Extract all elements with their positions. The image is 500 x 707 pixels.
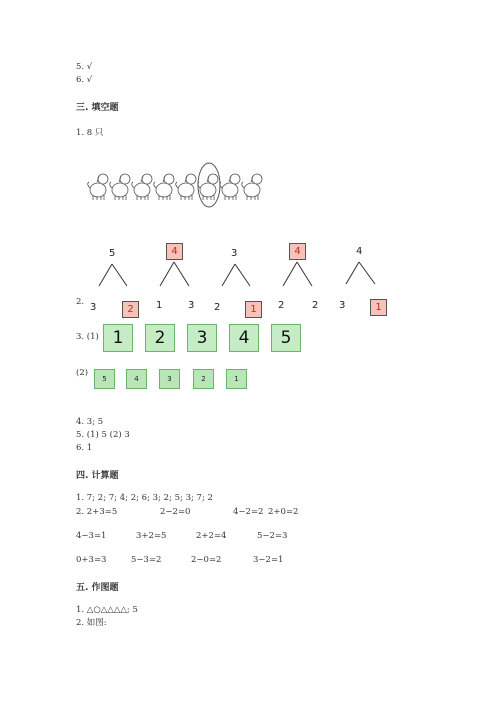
calc-cell: 3−2=1 [253, 555, 284, 565]
fill-q6: 6. 1 [76, 443, 93, 453]
section-4-heading: 四. 计算题 [76, 471, 119, 481]
fill-q5: 5. (1) 5 (2) 3 [76, 430, 130, 440]
calc-cell: 5−2=3 [257, 531, 288, 541]
fill-q3-label: 3. (1) [76, 332, 99, 342]
number-card: 2 [145, 324, 175, 352]
section-5-heading: 五. 作图题 [76, 583, 119, 593]
number-card-small: 2 [193, 369, 214, 389]
calc-cell: 2−2=0 [160, 507, 191, 517]
calc-cell: 0+3=3 [76, 555, 107, 565]
fill-q2-label: 2. [76, 297, 85, 307]
number-card-small: 4 [126, 369, 147, 389]
tree-1-right-box: 2 [122, 301, 139, 318]
tree-3-top: 3 [231, 248, 238, 259]
number-card-small: 1 [226, 369, 247, 389]
draw-q1: 1. △○△△△△; 5 [76, 605, 138, 615]
tree-5-top: 4 [356, 246, 363, 257]
tree-2-right: 3 [188, 300, 195, 311]
tree-3-right-box: 1 [245, 301, 262, 318]
calc-cell: 5−3=2 [131, 555, 162, 565]
tree-3-left: 2 [214, 302, 221, 313]
tree-4-right: 2 [312, 300, 319, 311]
calc-cell: 4−3=1 [76, 531, 107, 541]
calc-cell: 2+0=2 [268, 507, 299, 517]
number-card: 1 [103, 324, 133, 352]
tree-2-left: 1 [156, 300, 163, 311]
fill-q4: 4. 3; 5 [76, 417, 104, 427]
tree-5-right-box: 1 [370, 299, 387, 316]
calc-cell: 4−2=2 [233, 507, 264, 517]
tree-1-top: 5 [109, 248, 116, 259]
number-card-small: 3 [159, 369, 180, 389]
calc-cell: 2−0=2 [191, 555, 222, 565]
calc-cell: 2. 2+3=5 [76, 507, 118, 517]
answer-6: 6. √ [76, 75, 93, 85]
draw-q2: 2. 如图: [76, 618, 107, 628]
tree-4-top-box: 4 [289, 243, 306, 260]
tree-4-left: 2 [278, 300, 285, 311]
tree-1-left: 3 [90, 302, 97, 313]
number-card: 4 [229, 324, 259, 352]
tree-2-top-box: 4 [166, 243, 183, 260]
calc-cell: 3+2=5 [136, 531, 167, 541]
tree-5-left: 3 [339, 300, 346, 311]
number-card: 3 [187, 324, 217, 352]
fill-q1: 1. 8 只 [76, 128, 104, 138]
calc-q1: 1. 7; 2; 7; 4; 2; 6; 3; 2; 5; 3; 7; 2 [76, 493, 213, 503]
answer-5: 5. √ [76, 62, 93, 72]
section-3-heading: 三. 填空题 [76, 103, 119, 113]
fill-q3b-label: (2) [76, 368, 89, 378]
calc-cell: 2+2=4 [196, 531, 227, 541]
number-card: 5 [271, 324, 301, 352]
number-card-small: 5 [94, 369, 115, 389]
